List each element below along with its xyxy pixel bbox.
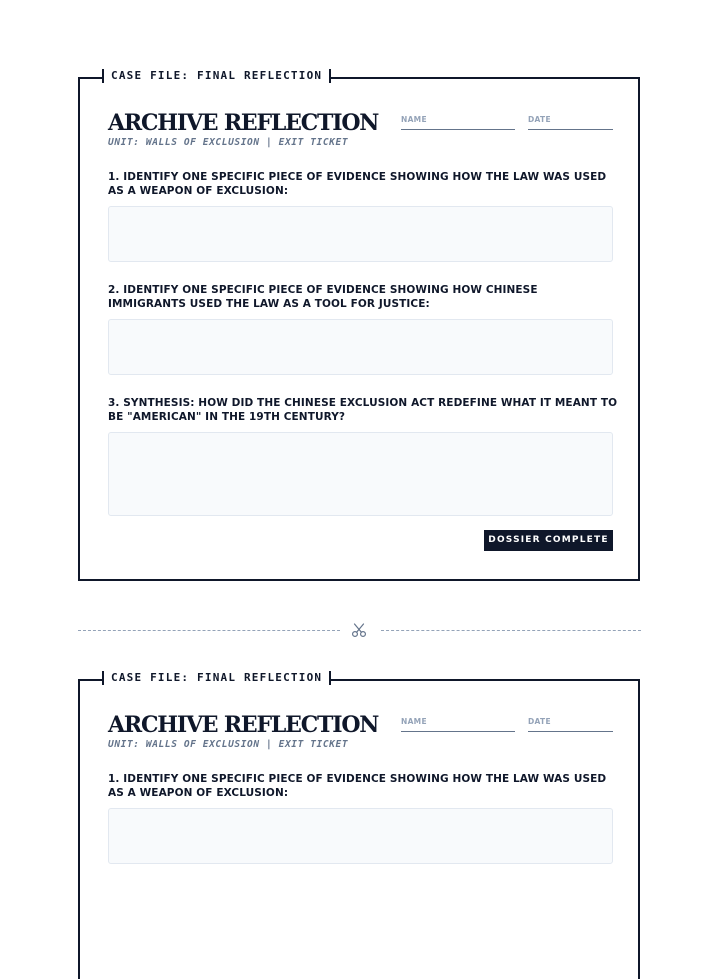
answer-box-1[interactable]	[108, 808, 613, 864]
answer-box-3[interactable]	[108, 432, 613, 516]
question-1: 1. IDENTIFY ONE SPECIFIC PIECE OF EVIDENCE SHOWING HOW THE LAW WAS USED AS A WEAPON OF EXCLUSION:	[108, 171, 607, 197]
exit-ticket-card	[78, 69, 640, 581]
case-file-tab: CASE FILE: FINAL REFLECTION	[102, 671, 331, 685]
scissors-icon	[351, 622, 367, 638]
unit-subtitle: UNIT: WALLS OF EXCLUSION | EXIT TICKET	[108, 137, 349, 148]
question-3: 3. SYNTHESIS: HOW DID THE CHINESE EXCLUSION ACT REDEFINE WHAT IT MEANT TO BE "AMERICAN" IN THE 19TH CENTURY?	[108, 397, 618, 423]
answer-box-2[interactable]	[108, 319, 613, 375]
page-title: ARCHIVE REFLECTION	[108, 110, 379, 136]
unit-subtitle: UNIT: WALLS OF EXCLUSION | EXIT TICKET	[108, 739, 349, 750]
exit-ticket-card	[78, 671, 640, 979]
answer-box-1[interactable]	[108, 206, 613, 262]
page-title: ARCHIVE REFLECTION	[108, 712, 379, 738]
name-field[interactable]: NAME	[401, 717, 515, 732]
dossier-complete-button[interactable]: DOSSIER COMPLETE	[484, 530, 613, 551]
cut-line-right	[381, 630, 641, 631]
cut-line-left	[78, 630, 340, 631]
question-1: 1. IDENTIFY ONE SPECIFIC PIECE OF EVIDENCE SHOWING HOW THE LAW WAS USED AS A WEAPON OF EXCLUSION:	[108, 773, 607, 799]
name-field[interactable]: NAME	[401, 115, 515, 130]
date-field[interactable]: DATE	[528, 717, 613, 732]
question-2: 2. IDENTIFY ONE SPECIFIC PIECE OF EVIDENCE SHOWING HOW CHINESE IMMIGRANTS USED THE LAW AS A TOOL FOR JUSTICE:	[108, 284, 538, 310]
date-field[interactable]: DATE	[528, 115, 613, 130]
case-file-tab: CASE FILE: FINAL REFLECTION	[102, 69, 331, 83]
